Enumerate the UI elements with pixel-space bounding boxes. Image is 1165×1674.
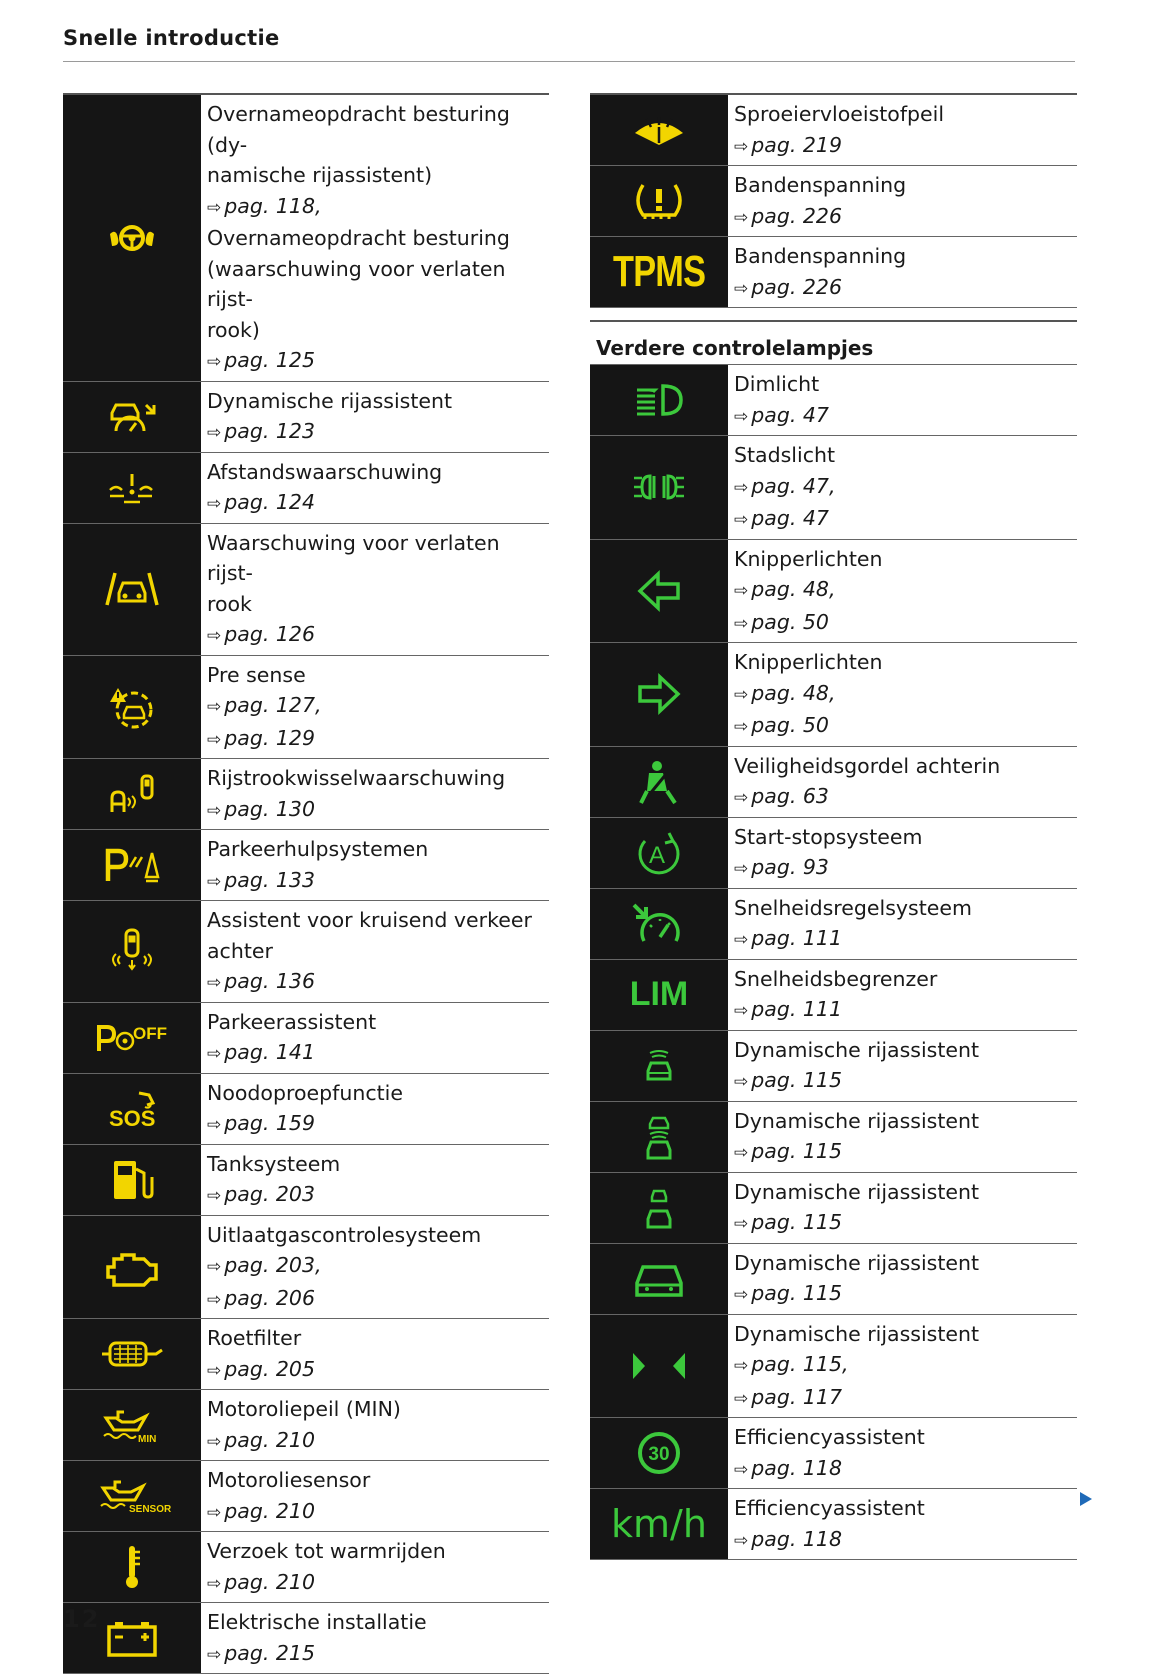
distance-warning-icon xyxy=(106,468,158,508)
icon-cell xyxy=(590,436,728,539)
page-reference-link[interactable]: ⇨ pag. 48, xyxy=(734,680,836,705)
thermometer-icon xyxy=(120,1544,144,1590)
rear-seatbelt-icon xyxy=(637,759,681,805)
table-row xyxy=(63,656,549,760)
page-reference-link[interactable]: ⇨ pag. 125 xyxy=(207,348,315,372)
description-text: Veiligheidsgordel achterin xyxy=(734,753,1001,778)
icon-cell xyxy=(63,901,201,1002)
page-reference-link[interactable]: ⇨ pag. 203, xyxy=(207,1253,322,1277)
icon-cell xyxy=(63,524,201,655)
table-row xyxy=(590,889,1077,960)
acc-car-large-icon xyxy=(633,1261,685,1297)
page-ref-arrow-icon: ⇨ xyxy=(734,1001,749,1021)
description-text: rook xyxy=(207,591,252,616)
battery-icon xyxy=(105,1619,159,1657)
tire-pressure-icon xyxy=(633,179,685,223)
icon-cell xyxy=(590,237,728,307)
description-text: Bandenspanning xyxy=(734,173,907,197)
acc-car-1-icon xyxy=(642,1047,676,1085)
table-row xyxy=(590,643,1077,747)
page-reference-link[interactable]: ⇨ pag. 136 xyxy=(207,969,315,993)
page-ref-arrow-icon: ⇨ xyxy=(207,800,222,821)
description-cell xyxy=(201,901,549,1002)
page-reference-link[interactable]: ⇨ pag. 159 xyxy=(207,1111,315,1135)
page-ref-arrow-icon: ⇨ xyxy=(207,1431,222,1452)
page-reference-link[interactable]: ⇨ pag. 203 xyxy=(207,1182,315,1206)
page-ref-arrow-icon: ⇨ xyxy=(207,626,222,646)
svg-text:30: 30 xyxy=(648,1444,670,1465)
table-row xyxy=(590,1173,1077,1244)
page-reference-link[interactable]: ⇨ pag. 130 xyxy=(207,796,315,821)
description-text: achter xyxy=(207,938,273,963)
page-reference-link[interactable]: ⇨ pag. 115 xyxy=(734,1068,842,1092)
icon-cell xyxy=(63,1532,201,1602)
table-row xyxy=(63,382,549,453)
page-ref-arrow-icon: ⇨ xyxy=(207,1573,222,1594)
description-cell xyxy=(728,960,1077,1030)
description-text: Roetfilter xyxy=(207,1326,302,1350)
page-ref-arrow-icon: ⇨ xyxy=(734,1214,749,1234)
description-cell xyxy=(728,1315,1077,1418)
table-row xyxy=(63,901,549,1003)
page-reference-link[interactable]: ⇨ pag. 50 xyxy=(734,609,829,634)
description-cell xyxy=(728,1031,1077,1101)
table-row xyxy=(63,759,549,830)
page-reference-link[interactable]: ⇨ pag. 226 xyxy=(734,274,842,299)
page-ref-arrow-icon: ⇨ xyxy=(207,197,222,218)
icon-cell xyxy=(63,453,201,523)
icon-cell xyxy=(63,1003,201,1073)
description-text: Snelheidsregelsysteem xyxy=(734,895,972,920)
fuel-pump-icon xyxy=(110,1157,154,1203)
page-ref-arrow-icon: ⇨ xyxy=(734,1356,749,1376)
description-cell xyxy=(201,382,549,452)
tpms-icon: TPMS xyxy=(612,247,706,296)
page-reference-link[interactable]: ⇨ pag. 111 xyxy=(734,997,842,1021)
icon-cell xyxy=(590,540,728,643)
page-reference-link[interactable]: ⇨ pag. 47, xyxy=(734,473,836,498)
description-text: Noodoproepfunctie xyxy=(207,1080,403,1105)
description-cell xyxy=(728,747,1077,817)
page-reference-link[interactable]: ⇨ pag. 219 xyxy=(734,132,842,157)
page-reference-link[interactable]: ⇨ pag. 127, xyxy=(207,693,322,717)
page-reference-link[interactable]: ⇨ pag. 115 xyxy=(734,1281,842,1305)
page-ref-arrow-icon: ⇨ xyxy=(734,207,749,228)
table-row xyxy=(590,166,1077,237)
table-row xyxy=(590,1102,1077,1173)
description-text: Pre sense xyxy=(207,662,306,687)
page-reference-link[interactable]: ⇨ pag. 226 xyxy=(734,203,842,228)
page-ref-arrow-icon: ⇨ xyxy=(207,494,222,514)
page-reference-link[interactable]: ⇨ pag. 118 xyxy=(734,1526,842,1551)
steering-takeover-icon xyxy=(106,218,158,258)
page-reference-link[interactable]: ⇨ pag. 133 xyxy=(207,867,315,892)
description-cell xyxy=(728,540,1077,643)
description-cell xyxy=(201,1390,549,1460)
page-reference-link[interactable]: ⇨ pag. 63 xyxy=(734,784,829,808)
page-ref-arrow-icon: ⇨ xyxy=(734,859,749,879)
page-ref-arrow-icon: ⇨ xyxy=(734,477,749,498)
svg-text:OFF: OFF xyxy=(133,1023,167,1043)
right-column xyxy=(590,93,1077,1560)
table-row xyxy=(590,747,1077,818)
page-ref-arrow-icon: ⇨ xyxy=(734,510,749,530)
lim-icon: LIM xyxy=(629,975,689,1013)
description-text: Dynamische rijassistent xyxy=(734,1108,980,1133)
description-text: Verzoek tot warmrijden xyxy=(207,1539,446,1563)
description-text: Uitlaatgascontrolesysteem xyxy=(207,1222,482,1247)
section-title: Verdere controlelampjes xyxy=(590,320,1077,365)
table-row xyxy=(63,1074,549,1145)
description-cell xyxy=(728,889,1077,959)
icon-cell xyxy=(63,656,201,759)
page-reference-link[interactable]: ⇨ pag. 205 xyxy=(207,1356,315,1381)
page-reference-link[interactable]: ⇨ pag. 215 xyxy=(207,1640,315,1665)
page-ref-arrow-icon: ⇨ xyxy=(207,1186,222,1206)
kmh-icon: km/h xyxy=(611,1502,707,1546)
description-cell xyxy=(201,830,549,900)
cruise-control-icon xyxy=(632,901,686,947)
page-ref-arrow-icon: ⇨ xyxy=(207,423,222,443)
icon-cell xyxy=(590,889,728,959)
page-ref-arrow-icon: ⇨ xyxy=(734,1143,749,1163)
description-text: Overnameopdracht besturing xyxy=(207,226,510,250)
table-row xyxy=(63,1216,549,1320)
turn-left-icon xyxy=(636,570,682,612)
description-text: Knipperlichten xyxy=(734,650,883,674)
description-cell xyxy=(728,1102,1077,1172)
table-row xyxy=(590,95,1077,166)
page-ref-arrow-icon: ⇨ xyxy=(734,684,749,705)
description-text: Waarschuwing voor verlaten rijst- xyxy=(207,530,500,585)
page-ref-arrow-icon: ⇨ xyxy=(207,697,222,717)
parking-aid-icon xyxy=(104,847,160,883)
table-row xyxy=(590,1418,1077,1489)
start-stop-icon xyxy=(635,829,683,877)
description-text: Stadslicht xyxy=(734,443,835,467)
description-text: Tanksysteem xyxy=(207,1151,341,1176)
particulate-filter-icon xyxy=(100,1337,164,1371)
description-cell xyxy=(728,643,1077,746)
description-text: Overnameopdracht besturing (dy- xyxy=(207,102,510,157)
description-cell xyxy=(201,95,549,381)
lane-change-warning-icon xyxy=(106,772,158,816)
page-ref-arrow-icon: ⇨ xyxy=(734,1388,749,1409)
page-ref-arrow-icon: ⇨ xyxy=(207,1115,222,1135)
page-reference-link[interactable]: ⇨ pag. 210 xyxy=(207,1427,315,1452)
description-cell xyxy=(728,237,1077,307)
page-ref-arrow-icon: ⇨ xyxy=(734,136,749,157)
table-row xyxy=(590,365,1077,436)
speed-30-icon xyxy=(636,1430,682,1476)
icon-cell xyxy=(590,643,728,746)
icon-cell xyxy=(590,747,728,817)
description-cell xyxy=(728,166,1077,236)
table-row xyxy=(590,436,1077,540)
description-text: Dimlicht xyxy=(734,372,820,396)
description-text: Knipperlichten xyxy=(734,546,883,571)
page-ref-arrow-icon: ⇨ xyxy=(207,729,222,750)
svg-text:MIN: MIN xyxy=(138,1434,157,1445)
page-reference-link[interactable]: ⇨ pag. 117 xyxy=(734,1384,842,1409)
table-row xyxy=(63,1461,549,1532)
description-cell xyxy=(728,1418,1077,1488)
oil-sensor-icon xyxy=(99,1478,172,1515)
page-ref-arrow-icon: ⇨ xyxy=(734,1459,749,1480)
icon-cell xyxy=(590,1315,728,1418)
description-cell xyxy=(728,95,1077,165)
oil-level-min-icon xyxy=(102,1406,162,1444)
description-text: namische rijassistent) xyxy=(207,163,433,187)
page-reference-link[interactable]: ⇨ pag. 129 xyxy=(207,725,315,750)
icon-cell xyxy=(590,1244,728,1314)
page-ref-arrow-icon: ⇨ xyxy=(207,1502,222,1523)
description-text: Efficiencyassistent xyxy=(734,1425,925,1449)
description-text: Dynamische rijassistent xyxy=(734,1321,980,1346)
icon-cell xyxy=(590,1173,728,1243)
next-page-icon[interactable] xyxy=(1078,1490,1094,1508)
icon-cell xyxy=(590,1102,728,1172)
description-text: Parkeerassistent xyxy=(207,1009,377,1034)
lane-markers-icon xyxy=(629,1351,689,1381)
icon-cell xyxy=(63,1074,201,1144)
table-row xyxy=(63,830,549,901)
icon-cell xyxy=(590,1031,728,1101)
description-text: Rijstrookwisselwaarschuwing xyxy=(207,766,506,790)
svg-text:SENSOR: SENSOR xyxy=(129,1504,172,1515)
icon-cell xyxy=(63,1390,201,1460)
page-ref-arrow-icon: ⇨ xyxy=(207,1644,222,1665)
description-cell xyxy=(201,1003,549,1073)
low-beam-icon xyxy=(633,380,685,420)
description-text: Dynamische rijassistent xyxy=(734,1179,980,1204)
page-reference-link[interactable]: ⇨ pag. 111 xyxy=(734,926,842,950)
description-cell xyxy=(201,453,549,523)
acc-car-3-icon xyxy=(642,1187,676,1229)
table-row xyxy=(590,1031,1077,1102)
pre-sense-icon xyxy=(108,684,156,730)
page-ref-arrow-icon: ⇨ xyxy=(734,278,749,299)
description-cell xyxy=(201,1145,549,1215)
icon-cell xyxy=(590,365,728,435)
page-reference-link[interactable]: ⇨ pag. 47 xyxy=(734,402,829,427)
description-text: Start-stopsysteem xyxy=(734,824,923,849)
table-row xyxy=(590,540,1077,644)
page-reference-link[interactable]: ⇨ pag. 210 xyxy=(207,1498,315,1523)
lane-departure-icon xyxy=(103,569,161,609)
icon-cell xyxy=(63,95,201,381)
table-row xyxy=(63,1003,549,1074)
page-reference-link[interactable]: ⇨ pag. 126 xyxy=(207,622,315,646)
page-reference-link[interactable]: ⇨ pag. 115 xyxy=(734,1210,842,1234)
page-ref-arrow-icon: ⇨ xyxy=(207,871,222,892)
page-ref-arrow-icon: ⇨ xyxy=(734,930,749,950)
washer-fluid-icon xyxy=(631,113,687,147)
page-reference-link[interactable]: ⇨ pag. 115, xyxy=(734,1352,849,1376)
page-ref-arrow-icon: ⇨ xyxy=(734,1530,749,1551)
table-row xyxy=(590,237,1077,308)
description-cell xyxy=(728,1244,1077,1314)
description-text: (waarschuwing voor verlaten rijst- xyxy=(207,256,506,311)
page-reference-link[interactable]: ⇨ pag. 210 xyxy=(207,1569,315,1594)
icon-cell xyxy=(590,1418,728,1488)
table-row xyxy=(590,1489,1077,1560)
page-reference-link[interactable]: ⇨ pag. 93 xyxy=(734,855,829,879)
icon-cell xyxy=(63,1319,201,1389)
page-ref-arrow-icon: ⇨ xyxy=(207,1257,222,1277)
description-text: Parkeerhulpsystemen xyxy=(207,837,429,861)
page-ref-arrow-icon: ⇨ xyxy=(207,1360,222,1381)
description-text: Sproeiervloeistofpeil xyxy=(734,102,945,126)
page-reference-link[interactable]: ⇨ pag. 206 xyxy=(207,1285,315,1310)
page-reference-link[interactable]: ⇨ pag. 118, xyxy=(207,193,322,218)
description-cell xyxy=(201,1216,549,1319)
section-gap xyxy=(590,308,1077,320)
description-cell xyxy=(201,1074,549,1144)
left-column xyxy=(63,93,549,1674)
table-row xyxy=(63,1145,549,1216)
description-cell xyxy=(728,436,1077,539)
page-reference-link[interactable]: ⇨ pag. 48, xyxy=(734,577,836,601)
description-text: Bandenspanning xyxy=(734,244,907,268)
page-ref-arrow-icon: ⇨ xyxy=(207,1044,222,1064)
table-row xyxy=(590,1315,1077,1419)
icon-cell xyxy=(63,1216,201,1319)
table-row xyxy=(63,95,549,382)
description-text: Efficiencyassistent xyxy=(734,1496,925,1520)
description-cell xyxy=(201,1461,549,1531)
icon-cell xyxy=(590,960,728,1030)
description-cell xyxy=(201,1319,549,1389)
table-row xyxy=(63,453,549,524)
page-ref-arrow-icon: ⇨ xyxy=(734,613,749,634)
park-assist-off-icon xyxy=(95,1021,169,1055)
svg-text:SOS: SOS xyxy=(109,1105,156,1131)
page-ref-arrow-icon: ⇨ xyxy=(734,581,749,601)
icon-cell xyxy=(590,1489,728,1559)
description-text: Dynamische rijassistent xyxy=(734,1037,980,1062)
page-reference-link[interactable]: ⇨ pag. 115 xyxy=(734,1139,842,1163)
description-cell xyxy=(728,1173,1077,1243)
description-text: Snelheidsbegrenzer xyxy=(734,966,938,991)
page-ref-arrow-icon: ⇨ xyxy=(207,352,222,372)
table-row xyxy=(590,818,1077,889)
description-text: Dynamische rijassistent xyxy=(207,388,453,413)
icon-cell xyxy=(590,818,728,888)
icon-cell xyxy=(63,830,201,900)
description-cell xyxy=(728,365,1077,435)
page-reference-link[interactable]: ⇨ pag. 47 xyxy=(734,506,829,530)
icon-cell xyxy=(63,382,201,452)
description-cell xyxy=(201,1603,549,1673)
page-ref-arrow-icon: ⇨ xyxy=(734,1072,749,1092)
svg-text:A: A xyxy=(649,841,666,869)
dynamic-driving-assistant-icon xyxy=(106,397,158,437)
rear-cross-traffic-icon xyxy=(110,928,154,974)
page-ref-arrow-icon: ⇨ xyxy=(207,973,222,993)
page-reference-link[interactable]: ⇨ pag. 118 xyxy=(734,1455,842,1480)
page-ref-arrow-icon: ⇨ xyxy=(207,1289,222,1310)
table-row xyxy=(63,1319,549,1390)
description-cell xyxy=(201,524,549,655)
table-row xyxy=(63,1532,549,1603)
description-cell xyxy=(201,759,549,829)
turn-right-icon xyxy=(636,673,682,715)
icon-cell xyxy=(63,1461,201,1531)
page-reference-link[interactable]: ⇨ pag. 123 xyxy=(207,419,315,443)
page-reference-link[interactable]: ⇨ pag. 124 xyxy=(207,490,315,514)
acc-car-2-icon xyxy=(642,1114,676,1160)
description-text: Motoroliepeil (MIN) xyxy=(207,1397,401,1421)
description-text: Motoroliesensor xyxy=(207,1468,371,1492)
page-number: 12 xyxy=(63,1605,101,1633)
page-header: Snelle introductie xyxy=(63,26,280,50)
description-cell xyxy=(728,1489,1077,1559)
header-rule xyxy=(63,61,1075,62)
page-reference-link[interactable]: ⇨ pag. 141 xyxy=(207,1040,315,1064)
table-row xyxy=(590,1244,1077,1315)
icon-cell xyxy=(63,1145,201,1215)
parking-light-icon xyxy=(632,470,686,504)
page-ref-arrow-icon: ⇨ xyxy=(734,1285,749,1305)
description-text: Assistent voor kruisend verkeer xyxy=(207,908,532,932)
description-text: Elektrische installatie xyxy=(207,1610,427,1634)
page-ref-arrow-icon: ⇨ xyxy=(734,788,749,808)
description-cell xyxy=(201,1532,549,1602)
description-cell xyxy=(728,818,1077,888)
page-ref-arrow-icon: ⇨ xyxy=(734,717,749,737)
description-text: Dynamische rijassistent xyxy=(734,1250,980,1275)
table-row xyxy=(63,524,549,656)
description-text: rook) xyxy=(207,317,260,342)
table-row xyxy=(590,960,1077,1031)
description-text: Afstandswaarschuwing xyxy=(207,459,443,484)
table-row xyxy=(63,1390,549,1461)
table-row xyxy=(63,1603,549,1674)
engine-icon xyxy=(104,1247,160,1287)
sos-icon xyxy=(107,1089,157,1129)
icon-cell xyxy=(63,759,201,829)
icon-cell xyxy=(590,166,728,236)
page-reference-link[interactable]: ⇨ pag. 50 xyxy=(734,713,829,737)
description-cell xyxy=(201,656,549,759)
icon-cell xyxy=(590,95,728,165)
page-ref-arrow-icon: ⇨ xyxy=(734,406,749,427)
